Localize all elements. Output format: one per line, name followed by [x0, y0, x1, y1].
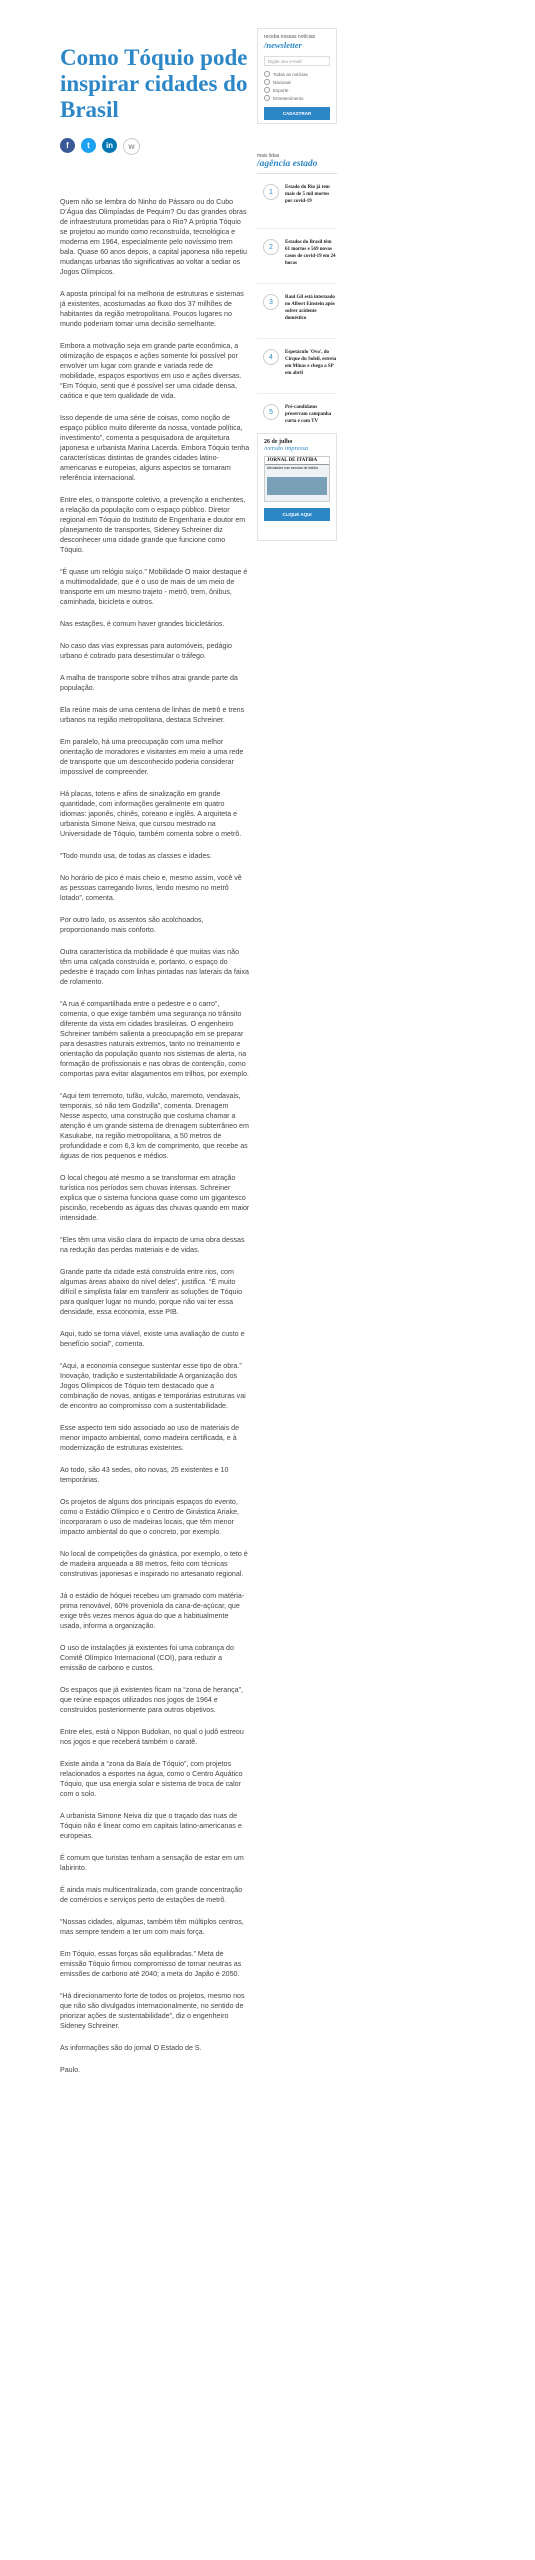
article-paragraph: Outra característica da mobilidade é que muitas vias não têm uma calçada construída e, portanto, o espaço do pedestre é traçado com linhas pintadas nas laterais da faixa de rolamento. [60, 948, 249, 986]
rank-number: 3 [263, 294, 279, 310]
option-entertainment[interactable] [264, 95, 330, 101]
print-edition-box [257, 433, 337, 541]
article-paragraph: Ao todo, são 43 sedes, oito novas, 25 existentes e 10 temporárias. [60, 1466, 229, 1484]
article-paragraph: “Aqui tem terremoto, tufão, vulcão, maremoto, vendavais, temporais, só não tem Godzilla”, comenta. Drenagem Nesse aspecto, uma construção que costuma chamar a atenção é um grande sistema de drenagem subterrâneo em Kasukabe, na região metropolitana, a 50 metros de profundidade e com 6,3 km de comprimento, que recebe as águas de rios pequenos e médios. [60, 1092, 249, 1160]
most-read-item[interactable] [257, 174, 337, 229]
facebook-share-icon[interactable]: f [60, 138, 75, 153]
cover-photo [267, 477, 327, 495]
radio-icon [264, 87, 270, 93]
article-paragraph: No horário de pico é mais cheio e, mesmo assim, você vê as pessoas carregando livros, lendo mesmo no metrô lotado”, comenta. [60, 874, 242, 902]
article-paragraph: Isso depende de uma série de coisas, como noção de espaço público muito diferente da nossa, vontade política, investimento”, comenta a pesquisadora de arquitetura japonesa e urbanista Marina Lacerda. Embora Tóquio tenha características distintas de grandes cidades latino-americanas e europeias, alguns aspectos se tornaram referência internacional. [60, 414, 250, 482]
cover-masthead: JORNAL DE ITATIBA [265, 457, 329, 465]
article-paragraph: É comum que turistas tenham a sensação de estar em um labirinto. [60, 1854, 244, 1872]
most-read-title: Estados do Brasil têm 61 mortos e 569 novos casos de covid-19 em 24 horas [285, 240, 336, 266]
option-label: Nacional [273, 79, 291, 85]
option-label: Todas as notícias [273, 71, 308, 77]
article-paragraph: Grande parte da cidade está construída entre rios, com algumas áreas abaixo do nível deles”, justifica. “É muito difícil e simplista falar em transferir as soluções de Tóquio para qualquer lugar no mundo, porque não vai ter essa densidade, essa economia, esse PIB. [60, 1268, 243, 1316]
rank-number: 5 [263, 404, 279, 420]
twitter-share-icon[interactable]: t [81, 138, 96, 153]
radio-icon [264, 79, 270, 85]
print-edition-button[interactable]: CLIQUE AQUI [264, 508, 330, 521]
article-paragraph: Paulo. [60, 2066, 81, 2074]
newsletter-heading: /newsletter [264, 40, 302, 50]
rank-number: 4 [263, 349, 279, 365]
article-paragraph: Em paralelo, há uma preocupação com uma melhor orientação de moradores e visitantes em meio a uma rede de transporte que um desconhecido poderia considerar impossível de compreender. [60, 738, 244, 776]
article-paragraph: “A rua é compartilhada entre o pedestre e o carro”, comenta, o que exige também uma segurança no trânsito diferente da vista em cidades brasileiras. O engenheiro Schreiner também salienta a preocupação em se preparar para desastres naturais extremos, tanto no treinamento e orientação da população quanto nos sistemas de alerta, na formação de profissionais e nas obras de contenção, como comportas para evitar alagamentos em trilhos, por exemplo. [60, 1000, 249, 1078]
article-paragraph: A aposta principal foi na melhoria de estruturas e sistemas já existentes, acostumadas ao fluxo dos 37 milhões de habitantes da região metropolitana. Poucos lugares no mundo poderiam tomar uma decisão semelhante. [60, 290, 244, 328]
article-paragraph: Existe ainda a “zona da Baía de Tóquio”, com projetos relacionados a esportes na água, como o Centro Aquático Tóquio, que usa energia solar e sistema de troca de calor com o solo. [60, 1760, 243, 1798]
most-read-item[interactable] [257, 339, 337, 394]
article-paragraph: Os espaços que já existentes ficam na “zona de herança”, que reúne espaços utilizados nos jogos de 1964 e construídos posteriormente para outros objetivos. [60, 1686, 243, 1714]
article-paragraph: O uso de instalações já existentes foi uma cobrança do Comitê Olímpico Internacional (COI), para reduzir a emissão de carbono e custos. [60, 1644, 234, 1672]
whatsapp-share-icon[interactable]: w [123, 138, 140, 155]
article-paragraph: Aqui, tudo se torna viável, existe uma avaliação de custo e benefício social”, comenta. [60, 1330, 245, 1348]
article-paragraph: “Há direcionamento forte de todos os projetos, mesmo nos que não são divulgados internacionalmente, no sentido de priorizar ações de sustentabilidade”, diz o engenheiro Sideney Schreiner. [60, 1992, 245, 2030]
rank-number: 2 [263, 239, 279, 255]
radio-icon [264, 95, 270, 101]
most-read-caption: mais lidas [257, 153, 280, 159]
linkedin-share-icon[interactable]: in [102, 138, 117, 153]
option-label: Esporte [273, 87, 289, 93]
subscribe-button[interactable]: CADASTRAR [264, 107, 330, 120]
article-paragraph: Há placas, totens e afins de sinalização em grande quantidade, com informações geralmente em quatro idiomas: japonês, chinês, coreano e inglês. A arquiteta e urbanista Simone Neiva, que cursou mestrado na Universidade de Tóquio, também comenta sobre o metrô. [60, 790, 242, 838]
most-read-box [257, 153, 337, 449]
rank-number: 1 [263, 184, 279, 200]
article-body [60, 197, 250, 2075]
option-national[interactable] [264, 79, 330, 85]
article-paragraph: Embora a motivação seja em grande parte econômica, a otimização de espaços e ações somente foi possível por envolver um lugar com grande e variada rede de mobilidade, espaços esportivos em uso e ações diversas. “Em Tóquio, senti que é possível ser uma cidade densa, caótica e que tem qualidade de vida. [60, 342, 242, 400]
article-paragraph: Ela reúne mais de uma centena de linhas de metrô e trens urbanos na região metropolitana, destaca Schreiner. [60, 706, 245, 724]
option-label: Entretenimento [273, 95, 304, 101]
article-title: Como Tóquio pode inspirar cidades do Brasil [60, 45, 248, 122]
article-paragraph: Nas estações, é comum haver grandes bicicletários. [60, 620, 225, 628]
most-read-title: Estado do Rio já tem mais de 5 mil mortes por covid-19 [285, 185, 330, 204]
newsletter-box [257, 28, 337, 124]
most-read-item[interactable] [257, 229, 337, 284]
article-paragraph: Entre eles, está o Nippon Budokan, no qual o judô estreou nos jogos e que receberá também o caratê. [60, 1728, 244, 1746]
article-paragraph: “Nossas cidades, algumas, também têm múltiplos centros, mas sempre tendem a ter um com mais força. [60, 1918, 244, 1936]
article-paragraph: As informações são do jornal O Estado de S. [60, 2044, 202, 2052]
option-all[interactable] [264, 71, 330, 77]
article-paragraph: “Todo mundo usa, de todas as classes e idades. [60, 852, 212, 860]
article-paragraph: A urbanista Simone Neiva diz que o traçado das ruas de Tóquio não é linear como em capitais latino-americanas e europeias. [60, 1812, 242, 1840]
most-read-title: Raul Gil está internado no Albert Einstein após sofrer acidente doméstico [285, 295, 335, 321]
most-read-item[interactable] [257, 284, 337, 339]
article-paragraph: No local de competições da ginástica, por exemplo, o teto é de madeira arqueada a 88 metros, feito com técnicas construtivas japonesas e inspirado no artesanato regional. [60, 1550, 248, 1578]
article-paragraph: Em Tóquio, essas forças são equilibradas.” Meta de emissão Tóquio firmou compromisso de tornar neutras as emissões de carbono até 2040; a meta do Japão é 2050. [60, 1950, 242, 1978]
article-paragraph: Os projetos de alguns dos principais espaços do evento, como o Estádio Olímpico e o Centro de Ginástica Ariake, incorporaram o uso de madeiras locais, que têm menor impacto ambiental do que o concreto, por exemplo. [60, 1498, 240, 1536]
article-paragraph: É ainda mais multicentralizada, com grande concentração de comércios e serviços perto de estações de metrô. [60, 1886, 243, 1904]
most-read-heading: /agência estado [257, 159, 337, 174]
email-input[interactable]: Digite seu e-mail [264, 56, 330, 66]
share-bar [60, 138, 250, 155]
article-paragraph: Esse aspecto tem sido associado ao uso de materiais de menor impacto ambiental, como madeira certificada, e à modernização de estruturas existentes. [60, 1424, 240, 1452]
radio-icon [264, 71, 270, 77]
article-paragraph: Entre eles, o transporte coletivo, a prevenção a enchentes, a relação da população com o espaço público. Diretor regional em Tóquio do Instituto de Engenharia e doutor em planejamento de transportes, Sideney Schreiner diz desconhecer uma cidade grande que funcione como Tóquio. [60, 496, 246, 554]
article-paragraph: “É quase um relógio suíço.” Mobilidade O maior destaque é a multimodalidade, que é o uso de mais de um meio de transporte em um mesmo trajeto - metrô, trem, ônibus, caminhada, bicicleta e outros. [60, 568, 248, 606]
article-paragraph: “Eles têm uma visão clara do impacto de uma obra dessas na redução das perdas materiais e de vidas. [60, 1236, 245, 1254]
article [60, 45, 250, 2087]
most-read-title: Espetáculo 'Ovo', do Cirque du Soleil, estreia em Minas e chega a SP em abril [285, 350, 337, 376]
print-date: 26 de julho [264, 439, 293, 445]
article-paragraph: Por outro lado, os assentos são acolchoados, proporcionando mais conforto. [60, 916, 204, 934]
option-sport[interactable] [264, 87, 330, 93]
newspaper-cover[interactable] [264, 456, 330, 502]
article-paragraph: O local chegou até mesmo a se transformar em atração turística nos períodos sem chuvas intensas. Schreiner explica que o sistema funciona quase como um gigantesco piscinão, recebendo as águas das chuvas quando em maior intensidade. [60, 1174, 250, 1222]
article-paragraph: No caso das vias expressas para automóveis, pedágio urbano é cobrado para desestimular o tráfego. [60, 642, 232, 660]
print-heading: /versão impressa [264, 445, 308, 452]
article-paragraph: Quem não se lembra do Ninho do Pássaro ou do Cubo D’Água das Olimpíadas de Pequim? Ou das grandes obras de infraestrutura prometidas para o Rio? A própria Tóquio se projetou ao mundo como reconstruída, tecnológica e moderna em 1964, especialmente pelo novíssimo trem bala. Quase 60 anos depois, a capital japonesa não repetiu mudanças urbanas tão significativas ao voltar a sediar os Jogos Olímpicos. [60, 198, 247, 276]
article-paragraph: A malha de transporte sobre trilhos atrai grande parte da população. [60, 674, 238, 692]
article-paragraph: “Aqui, a economia consegue sustentar esse tipo de obra.” Inovação, tradição e sustentabilidade A organização dos Jogos Olímpicos de Tóquio tem destacado que a combinação de novas, antigas e temporárias estruturas vai de encontro ao compromisso com a sustentabilidade. [60, 1362, 246, 1410]
newsletter-caption: receba nossas notícias [264, 34, 316, 40]
article-paragraph: Já o estádio de hóquei recebeu um gramado com matéria-prima renovável, 60% proveniola da cana-de-açúcar, que exige três vezes menos água do que a habitualmente usada, informa a organização. [60, 1592, 245, 1630]
cover-headline: Atividades nas escolas de Itatiba [267, 466, 318, 470]
most-read-title: Pré-candidatos preservam campanha curta e com TV [285, 405, 332, 424]
